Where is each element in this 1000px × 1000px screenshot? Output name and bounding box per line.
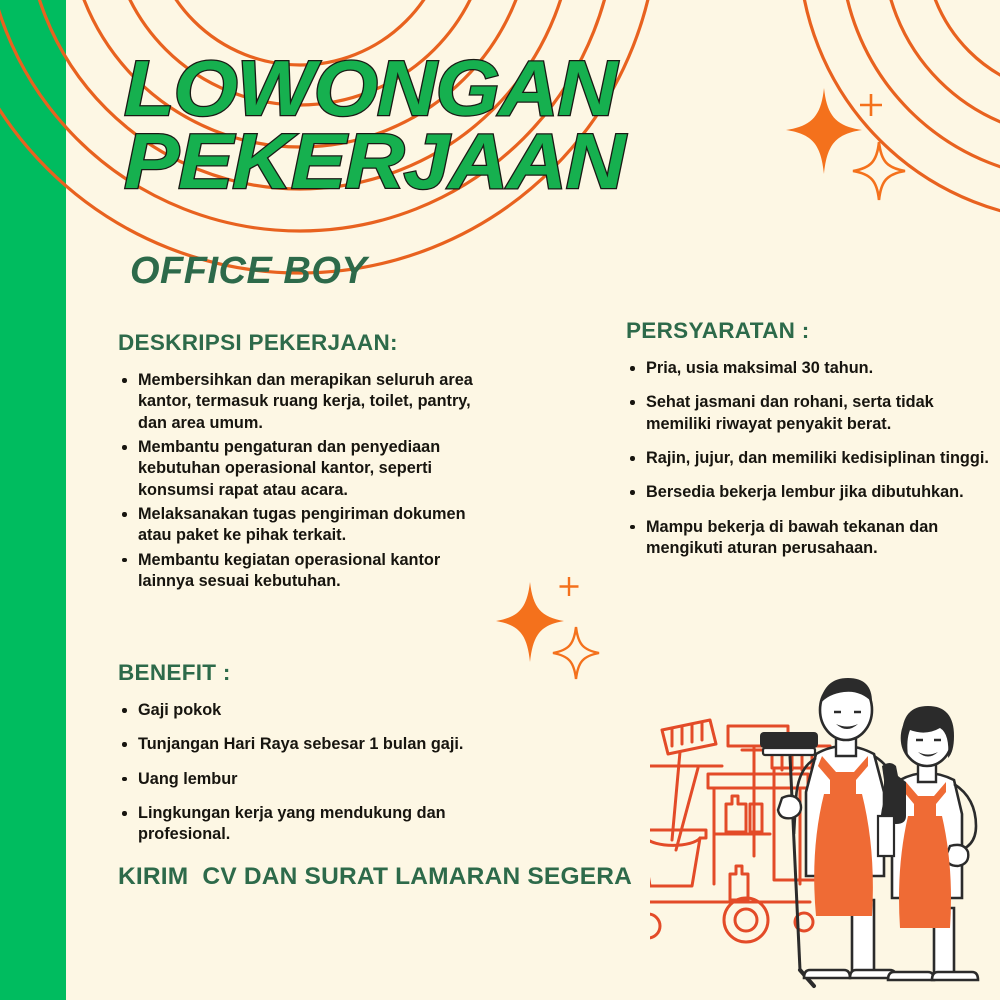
list-item: Mampu bekerja di bawah tekanan dan mengikuti aturan perusahaan. bbox=[626, 517, 994, 560]
list-item: Lingkungan kerja yang mendukung dan profesional. bbox=[118, 803, 538, 846]
list-item: Rajin, jujur, dan memiliki kedisiplinan tinggi. bbox=[626, 448, 994, 469]
page-title bbox=[124, 44, 844, 206]
job-description-heading: DESKRIPSI PEKERJAAN: bbox=[118, 330, 398, 355]
list-item: Bersedia bekerja lembur jika dibutuhkan. bbox=[626, 482, 994, 503]
cleaning-staff-illustration bbox=[650, 670, 1000, 1000]
benefits-list bbox=[118, 700, 538, 846]
call-to-action-text: KIRIM CV DAN SURAT LAMARAN SEGERA bbox=[118, 863, 633, 890]
list-item: Uang lembur bbox=[118, 769, 538, 790]
requirements-section bbox=[626, 318, 994, 572]
list-item: Membantu pengaturan dan penyediaan kebutuhan operasional kantor, seperti konsumsi rapat atau acara. bbox=[118, 437, 478, 501]
list-item: Pria, usia maksimal 30 tahun. bbox=[626, 358, 994, 379]
list-item: Gaji pokok bbox=[118, 700, 538, 721]
list-item: Sehat jasmani dan rohani, serta tidak memiliki riwayat penyakit berat. bbox=[626, 392, 994, 435]
headline-line-2: PEKERJAAN bbox=[124, 117, 625, 206]
list-item: Melaksanakan tugas pengiriman dokumen atau paket ke pihak terkait. bbox=[118, 504, 478, 547]
job-description-section bbox=[118, 330, 478, 595]
benefits-section bbox=[118, 660, 538, 859]
list-item: Tunjangan Hari Raya sebesar 1 bulan gaji. bbox=[118, 734, 538, 755]
benefits-heading: BENEFIT : bbox=[118, 660, 231, 685]
list-item: Membersihkan dan merapikan seluruh area kantor, termasuk ruang kerja, toilet, pantry, dan area umum. bbox=[118, 370, 478, 434]
job-position-title: OFFICE BOY bbox=[130, 250, 368, 292]
requirements-heading: PERSYARATAN : bbox=[626, 318, 810, 343]
headline-line-1: LOWONGAN bbox=[124, 44, 617, 132]
list-item: Membantu kegiatan operasional kantor lainnya sesuai kebutuhan. bbox=[118, 550, 478, 593]
job-description-list bbox=[118, 370, 478, 592]
requirements-list bbox=[626, 358, 994, 559]
left-green-bar bbox=[0, 0, 66, 1000]
